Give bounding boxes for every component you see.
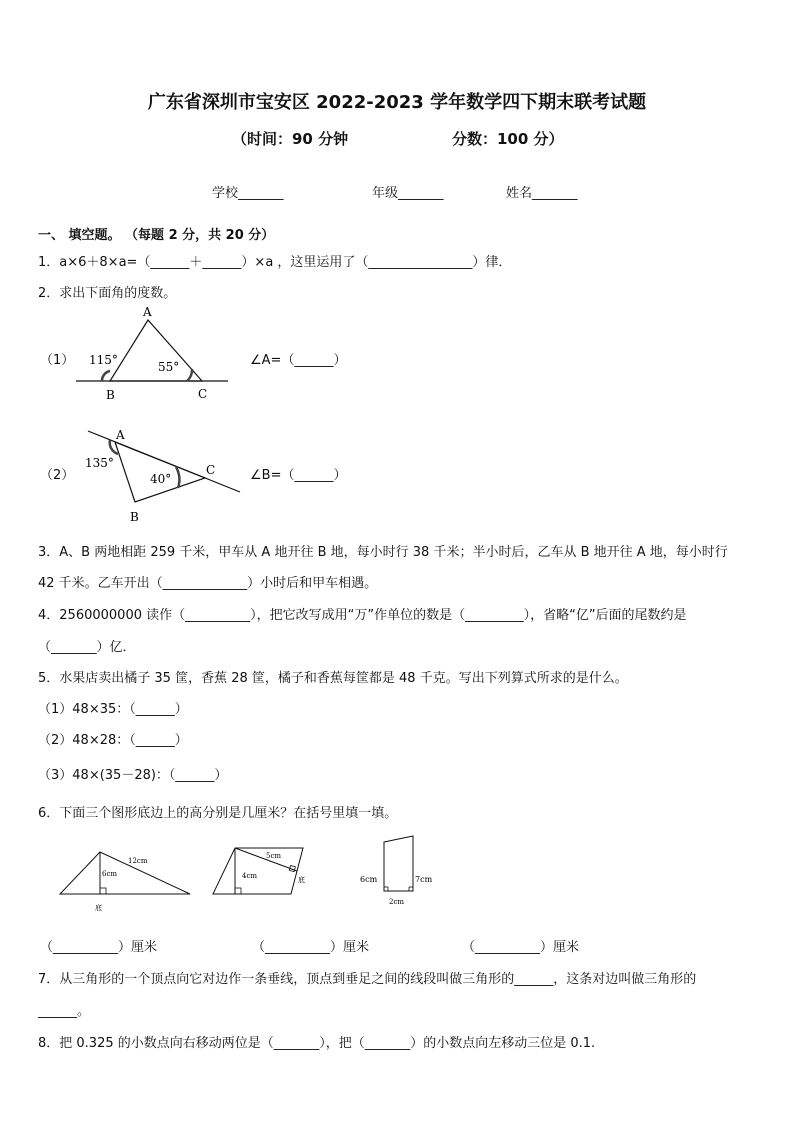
question-5-sub3: （3）48×(35－28)：（______） <box>38 768 228 783</box>
question-5-sub1: （1）48×35：（______） <box>38 702 188 717</box>
question-2-stem: 2．求出下面角的度数。 <box>38 286 177 301</box>
fig3-height: 6cm <box>102 870 118 878</box>
fig3-side: 12cm <box>128 857 148 865</box>
trapezoid-figure <box>358 832 438 912</box>
question-3-line2: 42 千米。乙车开出（_____________）小时后和甲车相遇。 <box>38 576 378 591</box>
fig2-angle-ext: 135° <box>85 456 114 470</box>
question-6-answer-2[interactable]: （__________）厘米 <box>252 940 370 955</box>
question-2-part1-answer[interactable]: ∠A=（______） <box>250 353 347 368</box>
fig2-label-c: C <box>206 463 216 477</box>
name-field[interactable]: 姓名_______ <box>506 186 578 201</box>
parallelogram-figure <box>208 838 308 902</box>
parallelogram-base: 底 <box>298 876 305 884</box>
exam-time: （时间：90 分钟 <box>232 130 349 148</box>
fig2-angle-c: 40° <box>150 472 172 486</box>
question-2-part1-label: （1） <box>40 353 75 368</box>
fig1-angle-c: 55° <box>158 360 180 374</box>
parallelogram-side: 5cm <box>266 852 282 860</box>
fig3-base: 底 <box>95 904 102 912</box>
fig1-angle-ext: 115° <box>89 353 118 367</box>
trapezoid-left: 6cm <box>360 875 378 884</box>
fig1-label-c: C <box>198 387 208 401</box>
question-6-stem: 6．下面三个图形底边上的高分别是几厘米？在括号里填一填。 <box>38 806 398 821</box>
triangle-figure-2 <box>80 418 250 528</box>
fig2-label-b: B <box>130 510 139 524</box>
question-5-stem: 5．水果店卖出橘子 35 筐，香蕉 28 筐，橘子和香蕉每筐都是 48 千克。写出下列算式所求的是什么。 <box>38 671 628 686</box>
fig1-label-a: A <box>143 305 152 319</box>
question-6-answer-3[interactable]: （__________）厘米 <box>462 940 580 955</box>
question-5-sub2: （2）48×28：（______） <box>38 733 188 748</box>
grade-field[interactable]: 年级_______ <box>372 186 444 201</box>
question-3-line1: 3．A、B 两地相距 259 千米，甲车从 A 地开往 B 地，每小时行 38 千米；半小时后，乙车从 B 地开往 A 地，每小时行 <box>38 545 728 560</box>
page-title: 广东省深圳市宝安区 2022-2023 学年数学四下期末联考试题 <box>147 92 647 113</box>
fig2-label-a: A <box>116 428 125 442</box>
question-2-part2-answer[interactable]: ∠B=（______） <box>250 468 347 483</box>
trapezoid-bottom: 2cm <box>389 898 405 906</box>
question-7-line1: 7．从三角形的一个顶点向它对边作一条垂线，顶点到垂足之间的线段叫做三角形的______，这条对边叫做三角形的 <box>38 972 697 987</box>
school-field[interactable]: 学校_______ <box>212 186 284 201</box>
question-8: 8．把 0.325 的小数点向右移动两位是（_______），把（_______）的小数点向左移动三位是 0.1. <box>38 1036 596 1051</box>
question-6-answer-1[interactable]: （__________）厘米 <box>40 940 158 955</box>
parallelogram-height: 4cm <box>242 872 258 880</box>
triangle-figure-1 <box>70 300 240 405</box>
question-2-part2-label: （2） <box>40 468 75 483</box>
exam-score: 分数：100 分） <box>452 130 564 148</box>
question-7-line2: ______。 <box>38 1004 91 1019</box>
trapezoid-right: 7cm <box>415 875 433 884</box>
fig1-label-b: B <box>106 388 115 402</box>
question-4-line2: （_______）亿． <box>38 640 136 655</box>
triangle-figure-3 <box>55 838 200 918</box>
section-heading: 一、 填空题。 （每题 2 分，共 20 分） <box>38 228 275 243</box>
question-1: 1．a×6＋8×a=（______＋______）×a ，这里运用了（________________）律． <box>38 255 512 270</box>
question-4-line1: 4．2560000000 读作（__________），把它改写成用“万”作单位的数是（_________），省略“亿”后面的尾数约是 <box>38 608 687 623</box>
